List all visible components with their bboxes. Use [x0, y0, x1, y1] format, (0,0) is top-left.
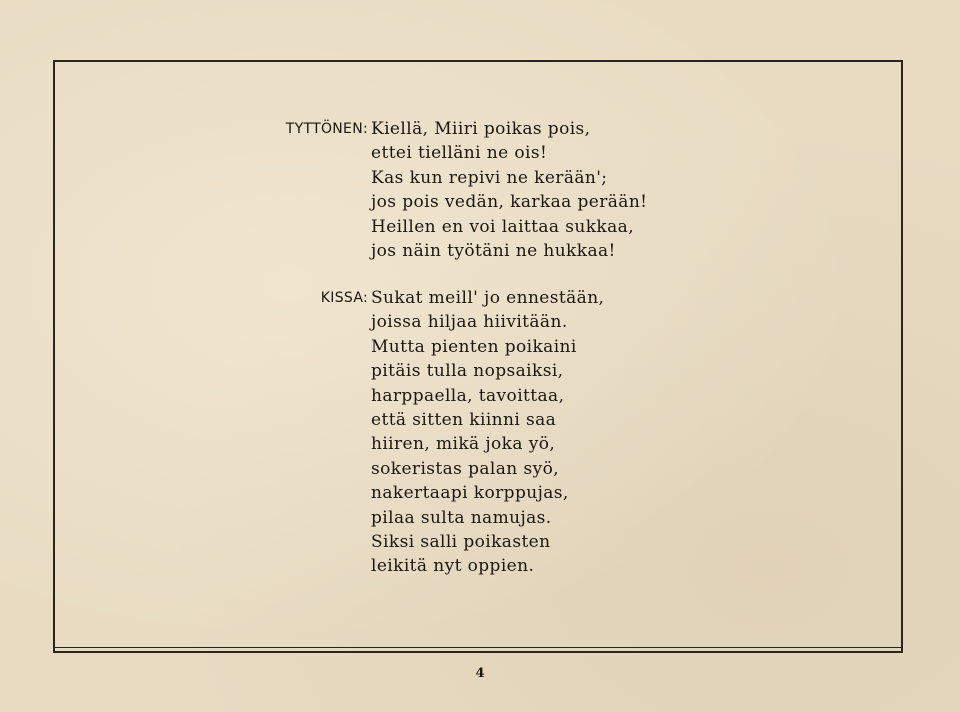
verse-line: pilaa sulta namujas.: [371, 507, 552, 528]
verse-line: Sukat meill' jo ennestään,: [371, 288, 605, 308]
verse-line: Siksi salli poikasten: [371, 532, 551, 553]
verse-line: pitäis tulla nopsaiksi,: [371, 361, 564, 382]
speaker-label: TYTTÖNEN:: [285, 121, 368, 137]
verse-line: joissa hiljaa hiivitään.: [371, 312, 568, 333]
verse-lines: [371, 286, 604, 579]
verse-line: jos näin työtäni ne hukkaa!: [371, 241, 616, 262]
verse-lines: [371, 117, 647, 263]
speaker-label: KISSA:: [320, 290, 368, 306]
verse-line: harppaella, tavoittaa,: [371, 385, 565, 406]
verse-line: Mutta pienten poikaini: [371, 336, 577, 357]
verse-line: leikitä nyt oppien.: [371, 556, 535, 577]
frame-bottom-rule: [53, 647, 903, 648]
verse-line: että sitten kiinni saa: [371, 410, 557, 431]
verse-line: Kas kun repivi ne kerään';: [371, 167, 608, 188]
verse-line: nakertaapi korppujas,: [371, 483, 569, 504]
verse-line: sokeristas palan syö,: [371, 458, 560, 479]
page-number: 4: [475, 666, 485, 681]
verse-line: Heillen en voi laittaa sukkaa,: [371, 216, 634, 237]
verse-line: jos pois vedän, karkaa perään!: [371, 192, 648, 213]
verse-line: Kiellä, Miiri poikas pois,: [371, 119, 591, 139]
verse-line: ettei tielläni ne ois!: [371, 143, 548, 164]
verse-line: hiiren, mikä joka yö,: [371, 434, 556, 455]
